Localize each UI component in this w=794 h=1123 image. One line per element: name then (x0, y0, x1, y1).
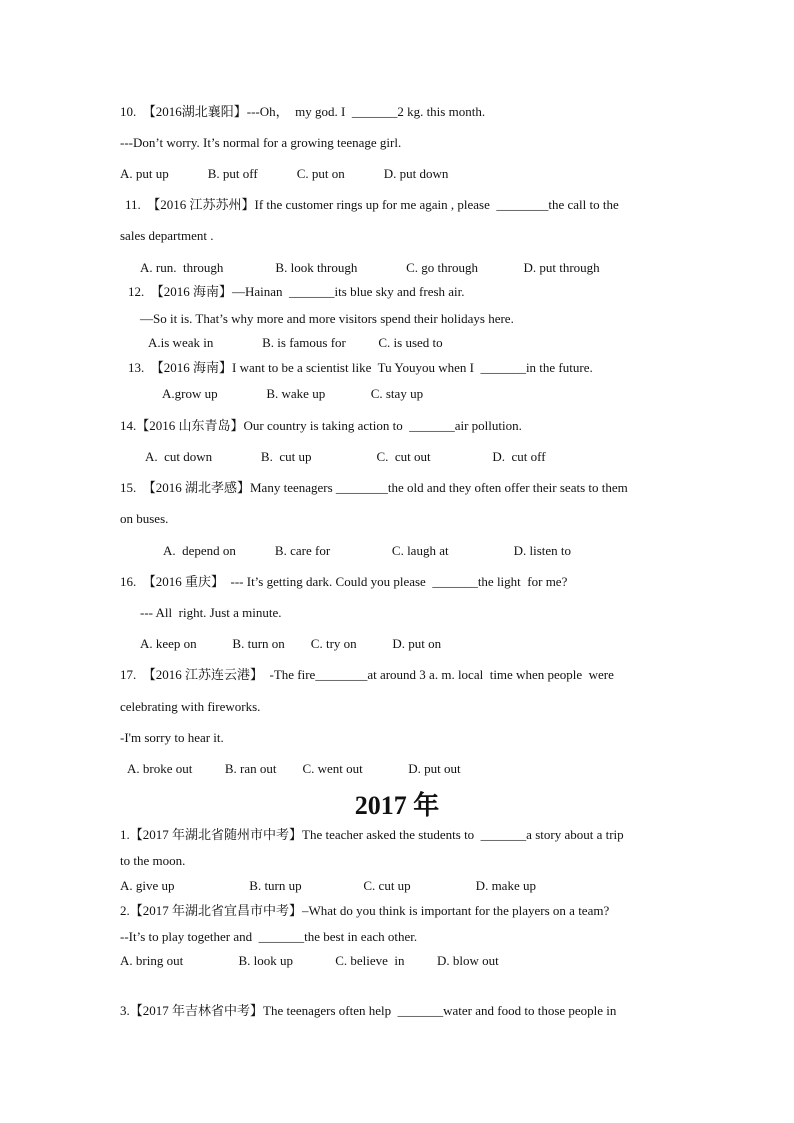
question-13: 13. 【2016 海南】I want to be a scientist like Tu Youyou when I _______in the future. (128, 360, 593, 375)
question-11-options: A. run. through B. look through C. go through D. put through (140, 260, 600, 275)
question-2017-2-reply: --It’s to play together and _______the best in each other. (120, 929, 418, 944)
question-16: 16. 【2016 重庆】 --- It’s getting dark. Could you please _______the light for me? (120, 574, 568, 589)
question-2017-3: 3.【2017 年吉林省中考】The teenagers often help _______water and food to those people in (120, 1003, 617, 1018)
question-2017-1: 1.【2017 年湖北省随州市中考】The teacher asked the students to _______a story about a trip (120, 827, 624, 842)
question-17-options: A. broke out B. ran out C. went out D. put out (127, 761, 461, 776)
question-10-options: A. put up B. put off C. put on D. put down (120, 166, 449, 181)
question-17: 17. 【2016 江苏连云港】 -The fire________at around 3 a. m. local time when people were (120, 667, 614, 682)
question-11: 11. 【2016 江苏苏州】If the customer rings up for me again , please ________the call to the (125, 197, 619, 212)
question-2017-2-options: A. bring out B. look up C. believe in D. blow out (120, 953, 499, 968)
question-15: 15. 【2016 湖北孝感】Many teenagers ________the old and they often offer their seats to them (120, 480, 628, 495)
question-10: 10. 【2016湖北襄阳】---Oh， my god. I _______2 kg. this month. (120, 104, 486, 119)
question-16-reply: --- All right. Just a minute. (140, 605, 282, 620)
question-2017-2: 2.【2017 年湖北省宜昌市中考】–What do you think is important for the players on a team? (120, 903, 610, 918)
question-11-cont: sales department . (120, 228, 214, 243)
question-2017-1-options: A. give up B. turn up C. cut up D. make up (120, 878, 536, 893)
question-15-cont: on buses. (120, 511, 169, 526)
question-15-options: A. depend on B. care for C. laugh at D. listen to (163, 543, 571, 558)
question-14-options: A. cut down B. cut up C. cut out D. cut off (145, 449, 546, 464)
question-13-options: A.grow up B. wake up C. stay up (162, 386, 424, 401)
question-12: 12. 【2016 海南】—Hainan _______its blue sky and fresh air. (128, 284, 465, 299)
question-2017-1-cont: to the moon. (120, 853, 186, 868)
question-12-reply: —So it is. That’s why more and more visitors spend their holidays here. (140, 311, 514, 326)
question-12-options: A.is weak in B. is famous for C. is used to (148, 335, 443, 350)
question-10-reply: ---Don’t worry. It’s normal for a growing teenage girl. (120, 135, 402, 150)
year-2017-heading: 2017 年 (354, 791, 440, 820)
question-14: 14.【2016 山东青岛】Our country is taking action to _______air pollution. (120, 418, 522, 433)
question-17-reply: -I'm sorry to hear it. (120, 730, 224, 745)
question-17-cont: celebrating with fireworks. (120, 699, 261, 714)
question-16-options: A. keep on B. turn on C. try on D. put on (140, 636, 442, 651)
